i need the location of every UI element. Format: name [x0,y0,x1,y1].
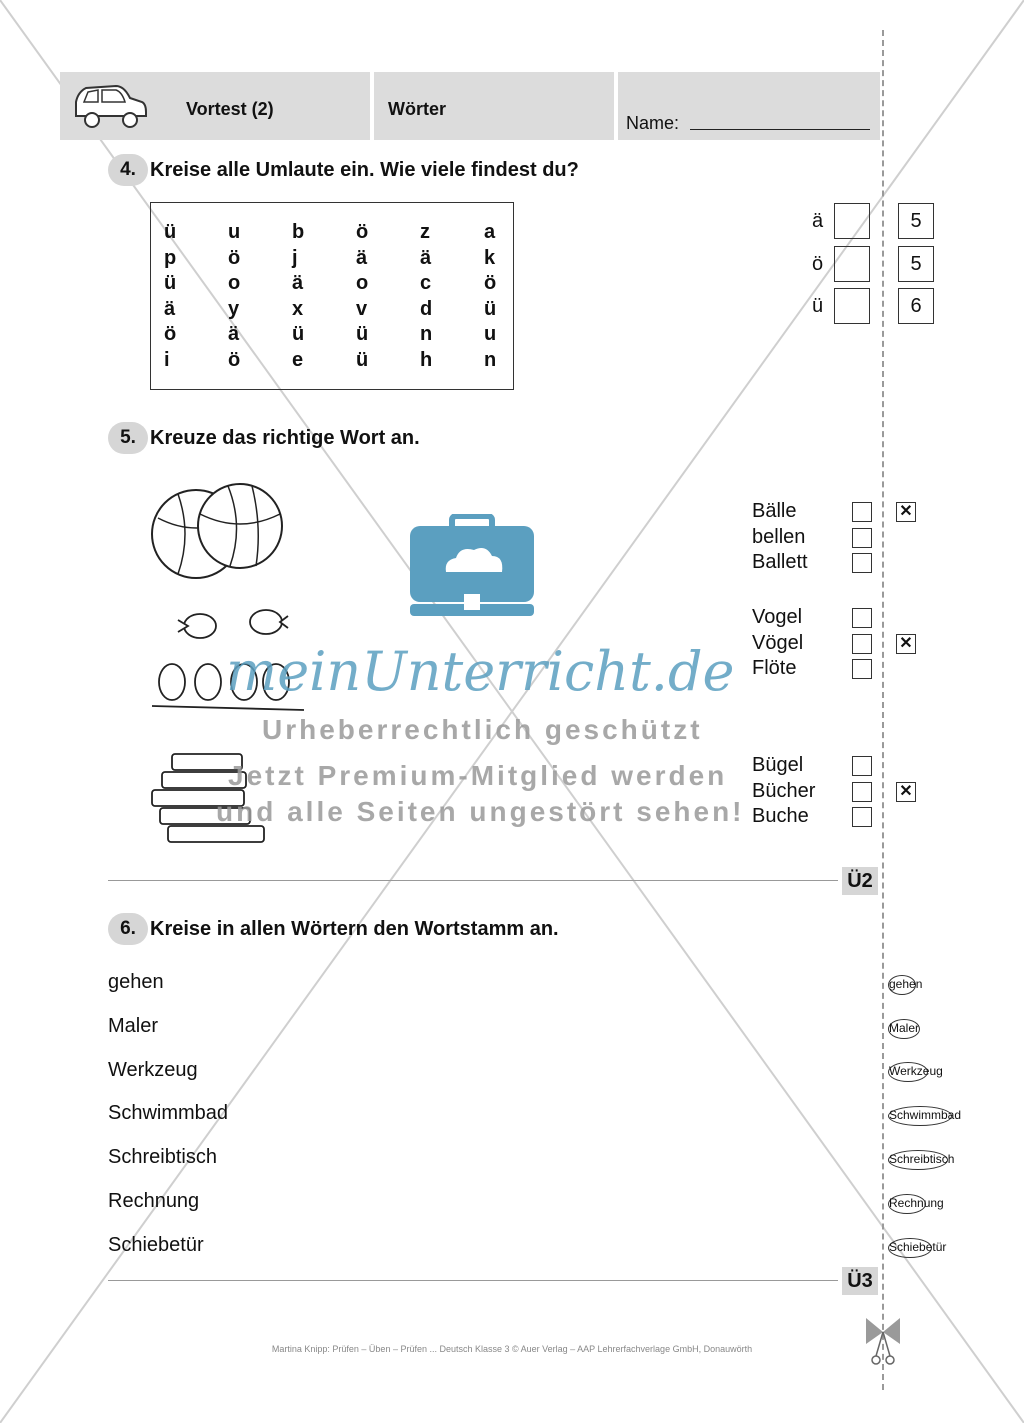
grid-cell[interactable]: d [420,297,433,320]
grid-cell[interactable]: o [228,272,241,295]
solution-word: Schwimmbad [889,1108,962,1122]
grid-cell[interactable]: ö [228,246,241,269]
word-item[interactable]: Rechnung [108,1190,200,1212]
option-word: Buche [752,805,809,827]
grid-cell[interactable]: u [484,323,497,346]
grid-cell[interactable]: b [292,221,305,244]
grid-cell[interactable]: h [420,348,433,371]
grid-cell[interactable]: a [484,221,496,244]
solution-word: gehen [889,977,923,991]
count-input[interactable] [834,203,870,239]
grid-cell[interactable]: n [420,323,433,346]
solution-word: Schreibtisch [889,1152,955,1166]
task-6-number: 6. [108,913,148,945]
grid-cell[interactable]: ä [356,246,368,269]
name-field[interactable] [690,129,870,130]
grid-row [162,348,546,374]
grid-cell[interactable]: ü [164,272,177,295]
option-checkbox[interactable] [852,634,872,654]
grid-cell[interactable]: i [164,348,170,371]
test-title: Vortest (2) [186,99,274,119]
count-row-a [812,203,870,239]
grid-cell[interactable]: u [228,221,241,244]
word-item[interactable]: Schwimmbad [108,1102,229,1124]
scissors-icon [864,1314,902,1370]
grid-cell[interactable]: o [356,272,369,295]
word-item[interactable]: Maler [108,1015,159,1037]
grid-row [162,297,546,323]
option-checkbox[interactable] [852,528,872,548]
task-5-heading [108,422,420,454]
option-word: bellen [752,526,806,548]
grid-cell[interactable]: x [292,297,304,320]
grid-cell[interactable]: ü [484,297,497,320]
grid-cell[interactable]: ö [484,272,497,295]
name-label: Name: [626,113,680,133]
grid-cell[interactable]: ö [356,221,369,244]
count-row-u [812,288,870,324]
option-word: Bücher [752,780,816,802]
exercise-badge-u3: Ü3 [842,1267,878,1295]
cut-line [882,30,884,1390]
option-word: Vögel [752,632,804,654]
count-answer: 5 [898,246,934,282]
option-word: Bälle [752,500,797,522]
option-word: Flöte [752,657,797,679]
watermark-line-3: und alle Seiten ungestört sehen! [216,796,745,827]
option-checkbox[interactable] [852,553,872,573]
grid-row [162,246,546,272]
grid-cell[interactable]: ü [164,221,177,244]
task-6-heading [108,913,559,945]
solution-word: Schiebetür [889,1240,947,1254]
grid-cell[interactable]: ä [420,246,432,269]
grid-row [162,220,546,246]
watermark-brand: meinUnterricht.de [226,640,735,703]
grid-cell[interactable]: ö [164,323,177,346]
grid-cell[interactable]: p [164,246,177,269]
grid-row [162,322,546,348]
option-checkbox[interactable] [852,659,872,679]
task-6-instruction: Kreise in allen Wörtern den Wortstamm an. [150,917,559,940]
solution-word: Rechnung [889,1196,944,1210]
word-item[interactable]: Werkzeug [108,1059,198,1081]
letter-grid [162,220,546,373]
task-4-heading [108,154,579,186]
option-checkbox[interactable] [852,807,872,827]
option-checkbox[interactable] [852,608,872,628]
count-letter: ä [812,209,824,232]
word-item[interactable]: Schiebetür [108,1234,204,1256]
count-letter: ü [812,294,824,317]
grid-cell[interactable]: ä [164,297,176,320]
option-word: Ballett [752,551,808,573]
briefcase-icon [408,514,536,618]
answer-check-mark: ✕ [896,634,916,654]
count-answer: 6 [898,288,934,324]
watermark-line-2: Jetzt Premium-Mitglied werden [228,760,728,791]
option-checkbox[interactable] [852,782,872,802]
word-item[interactable]: gehen [108,971,164,993]
task-5-number: 5. [108,422,148,454]
solution-word: Maler [889,1021,920,1035]
word-item[interactable]: Schreibtisch [108,1146,217,1168]
task-4-number: 4. [108,154,148,186]
option-checkbox[interactable] [852,502,872,522]
exercise-badge-u2: Ü2 [842,867,878,895]
option-word: Bügel [752,754,804,776]
grid-cell[interactable]: ä [228,323,240,346]
grid-cell[interactable]: ü [356,323,369,346]
section-divider [108,1280,838,1281]
count-answer: 5 [898,203,934,239]
answer-check-mark: ✕ [896,782,916,802]
section-divider [108,880,838,881]
option-checkbox[interactable] [852,756,872,776]
grid-cell[interactable]: e [292,348,304,371]
grid-cell[interactable]: z [420,221,430,244]
count-input[interactable] [834,246,870,282]
grid-cell[interactable]: n [484,348,497,371]
grid-cell[interactable]: j [292,246,298,269]
footer-copyright: Martina Knipp: Prüfen – Üben – Prüfen ... Deutsch Klasse 3 © Auer Verlag – AAP Lehrerfachverlage GmbH, Donauwörth [271,1344,753,1354]
option-word: Vogel [752,606,803,628]
grid-cell[interactable]: ö [228,348,241,371]
watermark-line-1: Urheberrechtlich geschützt [262,714,703,745]
grid-cell[interactable]: ü [356,348,369,371]
task-4-instruction: Kreise alle Umlaute ein. Wie viele findest du? [150,158,579,181]
count-input[interactable] [834,288,870,324]
grid-cell[interactable]: k [484,246,496,269]
beach-balls-picture [148,478,288,582]
solution-word: Werkzeug [889,1064,943,1078]
count-letter: ö [812,252,824,275]
car-icon [72,80,150,132]
task-5-instruction: Kreuze das richtige Wort an. [150,426,420,449]
count-row-o [812,246,870,282]
grid-cell[interactable]: c [420,272,432,295]
subject-title: Wörter [388,99,446,119]
grid-cell[interactable]: ä [292,272,304,295]
grid-row [162,271,546,297]
answer-check-mark: ✕ [896,502,916,522]
grid-cell[interactable]: ü [292,323,305,346]
grid-cell[interactable]: v [356,297,368,320]
grid-cell[interactable]: y [228,297,240,320]
